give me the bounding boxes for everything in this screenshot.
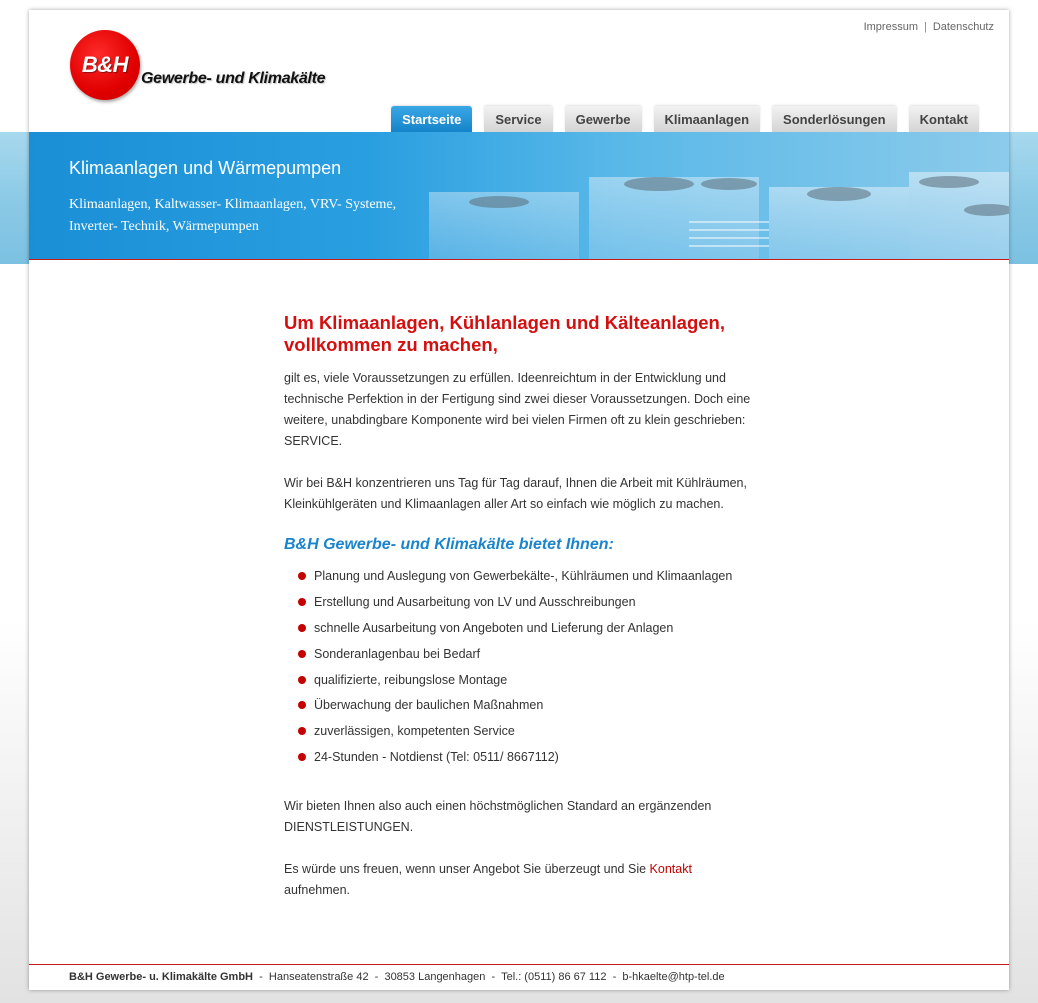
impressum-link[interactable]: Impressum	[863, 21, 918, 33]
bullet-dot-icon	[298, 727, 306, 735]
offer-heading: B&H Gewerbe- und Klimakälte bietet Ihnen:	[284, 536, 614, 553]
bullet-dot-icon	[298, 624, 306, 632]
tab-kontakt[interactable]: Kontakt	[909, 106, 979, 132]
contact-link[interactable]: Kontakt	[649, 862, 692, 877]
footer-address: - Hanseatenstraße 42 - 30853 Langenhagen - Tel.: (0511) 86 67 112 - b-hkaelte@htp-tel.de	[253, 971, 725, 983]
footer-company: B&H Gewerbe- u. Klimakälte GmbH	[69, 971, 253, 983]
main-content	[284, 312, 754, 922]
list-item-text: qualifizierte, reibungslose Montage	[314, 672, 508, 687]
logo-mark[interactable]: B&H	[70, 30, 140, 100]
hero-banner	[29, 132, 1009, 260]
page-headline: Um Klimaanlagen, Kühlanlagen und Kälteanlagen, vollkommen zu machen,	[284, 312, 725, 355]
bullet-dot-icon	[298, 598, 306, 606]
focus-paragraph: Wir bei B&H konzentrieren uns Tag für Tag darauf, Ihnen die Arbeit mit Kühlräumen, Kleinkühlgeräten und Klimaanlagen aller Art so einfach wie möglich zu machen.	[284, 476, 747, 511]
list-item	[298, 591, 754, 617]
tab-sonderloesungen[interactable]: Sonderlösungen	[772, 106, 897, 132]
list-item	[298, 720, 754, 746]
services-paragraph: Wir bieten Ihnen also auch einen höchstmöglichen Standard an ergänzenden DIENSTLEISTUNGEN.	[284, 799, 712, 835]
bullet-dot-icon	[298, 676, 306, 684]
datenschutz-link[interactable]: Datenschutz	[932, 21, 994, 33]
list-item	[298, 669, 754, 695]
offer-list	[298, 565, 754, 772]
list-item	[298, 694, 754, 720]
tab-startseite[interactable]: Startseite	[391, 106, 472, 132]
tab-gewerbe[interactable]: Gewerbe	[565, 106, 642, 132]
footer	[29, 964, 1009, 990]
top-links	[864, 21, 994, 33]
logo-text[interactable]: Gewerbe- und Klimakälte	[141, 70, 326, 87]
contact-paragraph	[284, 859, 754, 901]
intro-paragraph: gilt es, viele Voraussetzungen zu erfüllen. Ideenreichtum in der Entwicklung und technische Perfektion in der Fertigung sind zwei dieser Voraussetzungen. Doch eine weitere, unabdingbare Komponente wird bei vielen Firmen oft zu klein geschrieben: SERVICE.	[284, 371, 751, 448]
list-item-text: schnelle Ausarbeitung von Angeboten und Lieferung der Anlagen	[314, 620, 674, 635]
list-item	[298, 643, 754, 669]
list-item-text: zuverlässigen, kompetenten Service	[314, 724, 515, 739]
list-item-text: Überwachung der baulichen Maßnahmen	[314, 698, 544, 713]
list-item-text: Sonderanlagenbau bei Bedarf	[314, 646, 481, 661]
main-navigation	[391, 106, 979, 132]
banner-subtitle	[69, 194, 429, 238]
page-container	[29, 10, 1009, 990]
banner-subtitle-line2: Inverter- Technik, Wärmepumpen	[69, 219, 259, 234]
banner-subtitle-line1: Klimaanlagen, Kaltwasser- Klimaanlagen, VRV- Systeme,	[69, 197, 397, 212]
list-item-text: Planung und Auslegung von Gewerbekälte-, Kühlräumen und Klimaanlagen	[314, 569, 733, 583]
link-separator: |	[923, 21, 927, 33]
list-item-text: 24-Stunden - Notdienst (Tel: 0511/ 8667112)	[314, 750, 559, 765]
bullet-dot-icon	[298, 572, 306, 580]
tab-klimaanlagen[interactable]: Klimaanlagen	[654, 106, 761, 132]
air-conditioner-units-image	[409, 132, 1009, 260]
list-item	[298, 746, 754, 772]
banner-title: Klimaanlagen und Wärmepumpen	[69, 158, 342, 178]
contact-text-before: Es würde uns freuen, wenn unser Angebot Sie überzeugt und Sie	[284, 862, 650, 877]
bullet-dot-icon	[298, 753, 306, 761]
bullet-dot-icon	[298, 701, 306, 709]
tab-service[interactable]: Service	[484, 106, 552, 132]
list-item	[298, 565, 754, 591]
list-item	[298, 617, 754, 643]
list-item-text: Erstellung und Ausarbeitung von LV und Ausschreibungen	[314, 594, 636, 609]
bullet-dot-icon	[298, 650, 306, 658]
contact-text-after: aufnehmen.	[284, 883, 351, 898]
